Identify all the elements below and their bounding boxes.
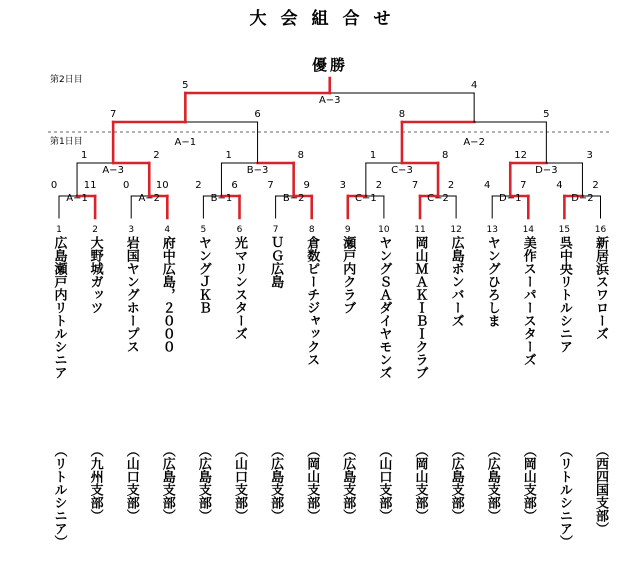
team-branch: （広島支部） (484, 444, 500, 522)
team-seed: 2 (92, 225, 98, 235)
match-label: C−2 (427, 193, 449, 204)
match-label: A−2 (138, 193, 161, 204)
team-branch: （山口支部） (232, 444, 247, 522)
team-branch: （広島支部） (195, 444, 211, 522)
team-name: ヤングＪＫＢ (195, 236, 211, 314)
team-name: 岩国ヤングホープス (123, 236, 139, 353)
score-label: 7 (267, 180, 274, 191)
score-label: 0 (50, 180, 58, 191)
score-label: 6 (254, 109, 261, 120)
team-seed: 13 (486, 225, 498, 235)
team-seed: 7 (272, 225, 279, 235)
team-branch: （広島支部） (340, 444, 356, 522)
match-label: B−1 (210, 193, 233, 204)
page-title: 大会組合せ (249, 9, 405, 29)
team-branch: （西四国支部） (593, 444, 608, 535)
score-label: 0 (123, 180, 130, 191)
day1-label: 第1日目 (50, 137, 83, 147)
score-label: 8 (442, 150, 449, 161)
team-name: 倉数ピーチジャックス (304, 236, 320, 366)
team-name: ヤングひろしま (484, 236, 500, 327)
team-branch: （広島支部） (159, 444, 175, 522)
match-label: D−3 (535, 165, 558, 176)
team-branch: （山口支部） (376, 444, 392, 522)
team-seed: 15 (558, 225, 571, 235)
score-label: 2 (592, 180, 599, 191)
score-label: 7 (411, 180, 419, 191)
team-name: 呉中央リトルシニア (556, 236, 572, 353)
team-name: 瀬戸内クラブ (340, 236, 356, 314)
team-branch: （岡山支部） (304, 444, 320, 522)
team-name: 広島ボンバーズ (448, 236, 464, 327)
score-label: 3 (339, 180, 346, 191)
team-branch: （九州支部） (87, 444, 103, 522)
score-label: 4 (556, 180, 563, 191)
score-label: 5 (182, 80, 189, 91)
team-branch: （広島支部） (268, 444, 284, 522)
team-branch: （山口支部） (123, 444, 139, 522)
match-label: C−3 (391, 165, 413, 176)
team-name: ヤングＳＡダイヤモンズ (376, 236, 392, 379)
score-label: 8 (398, 109, 406, 120)
champion-label: 優勝 (311, 56, 349, 74)
team-name: ＵＧ広島 (268, 236, 284, 288)
score-label: 6 (231, 180, 238, 191)
score-label: 12 (514, 150, 527, 161)
score-label: 1 (81, 150, 88, 161)
match-label: A−2 (463, 137, 485, 148)
team-name: 府中広島，２０００ (159, 236, 175, 353)
score-label: 3 (586, 150, 593, 161)
score-label: 1 (369, 150, 377, 161)
score-label: 8 (297, 150, 305, 161)
match-label: A−1 (66, 193, 88, 204)
score-label: 4 (470, 80, 478, 91)
team-branch: （岡山支部） (520, 444, 536, 522)
team-seed: 4 (164, 225, 171, 235)
team-name: 光マリンスターズ (232, 236, 247, 340)
match-label: C−1 (354, 193, 377, 204)
team-seed: 14 (522, 225, 535, 235)
score-label: 2 (195, 180, 202, 191)
match-label: B−3 (246, 165, 269, 176)
team-seed: 9 (344, 225, 351, 235)
team-branch: （岡山支部） (412, 444, 428, 522)
team-branch: （リトルシニア） (51, 444, 67, 548)
score-label: 7 (520, 180, 527, 191)
score-label: 11 (83, 180, 97, 191)
team-branch: （リトルシニア） (556, 444, 572, 548)
team-seed: 5 (200, 225, 207, 235)
team-seed: 16 (594, 225, 607, 235)
team-branch: （広島支部） (448, 444, 464, 522)
team-seed: 8 (308, 225, 315, 235)
score-label: 9 (303, 180, 310, 191)
match-label: A−3 (102, 165, 124, 176)
team-seed: 10 (378, 225, 390, 235)
match-label: D−2 (571, 193, 594, 204)
day2-label: 第2日目 (50, 75, 83, 85)
score-label: 1 (225, 150, 232, 161)
score-label: 2 (375, 180, 383, 191)
team-name: 大野城ガッツ (87, 236, 103, 314)
team-name: 岡山ＭＡＫＩＢＩクラブ (412, 236, 428, 379)
team-seed: 12 (450, 225, 462, 235)
match-label: B−2 (282, 193, 305, 204)
score-label: 2 (447, 180, 455, 191)
team-seed: 1 (56, 225, 62, 235)
bracket-labels (51, 80, 599, 204)
team-name: 新居浜スワローズ (593, 236, 608, 340)
team-list (52, 225, 609, 548)
match-label: A−3 (318, 95, 341, 106)
team-seed: 3 (128, 225, 135, 235)
match-label: D−1 (499, 193, 522, 204)
team-seed: 11 (414, 225, 426, 235)
team-name: 美作スーパースターズ (520, 236, 536, 366)
score-label: 5 (543, 109, 550, 120)
score-label: 10 (155, 180, 169, 191)
team-name: 広島瀬戸内リトルシニア (51, 236, 67, 379)
score-label: 4 (484, 180, 491, 191)
score-label: 2 (153, 150, 160, 161)
score-label: 7 (109, 109, 117, 120)
team-seed: 6 (236, 225, 243, 235)
match-label: A−1 (174, 137, 197, 148)
